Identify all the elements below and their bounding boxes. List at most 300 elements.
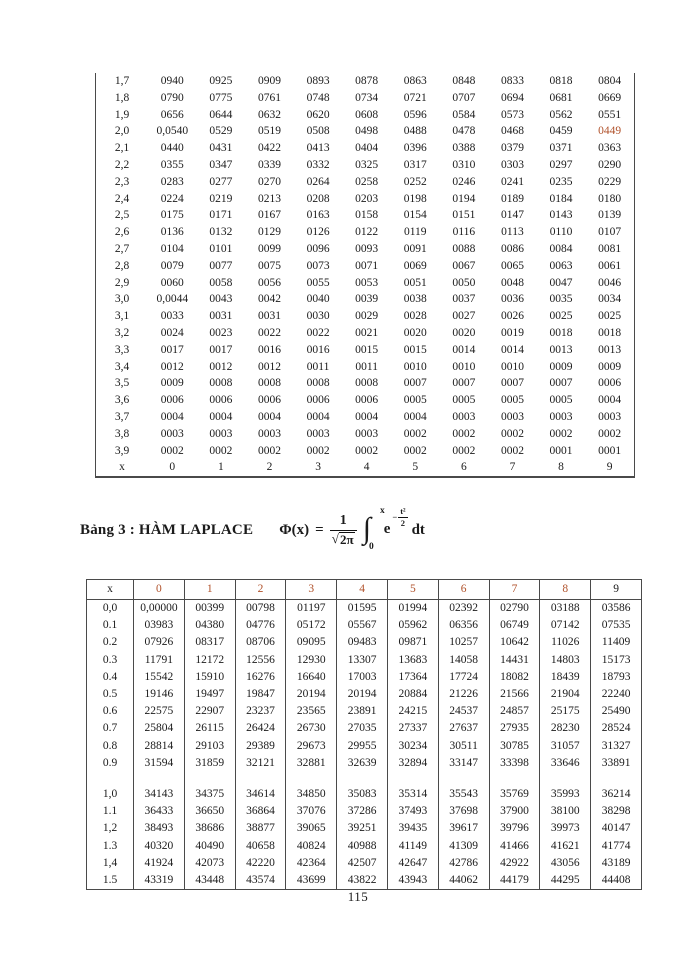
- value-cell: 0023: [209, 326, 233, 339]
- value-cell: 02790: [489, 600, 540, 618]
- value-cell: 0721: [403, 91, 427, 104]
- value-cell: 0081: [598, 242, 622, 255]
- value-cell: 42073: [184, 855, 235, 872]
- value-cell: 38686: [184, 820, 235, 837]
- value-cell: 17364: [387, 669, 438, 686]
- laplace-row: [87, 820, 642, 837]
- value-cell: 38100: [540, 803, 591, 820]
- empty-cell: [591, 772, 642, 786]
- value-cell: 0431: [209, 142, 233, 155]
- value-cell: 0194: [452, 192, 476, 205]
- value-cell: 0008: [355, 377, 379, 390]
- value-cell: 0006: [598, 377, 622, 390]
- density-table-body: [96, 73, 634, 476]
- value-cell: 0110: [549, 226, 573, 239]
- value-cell: 0143: [549, 209, 573, 222]
- value-cell: 0025: [598, 310, 622, 323]
- value-cell: 0468: [500, 125, 524, 138]
- formula-dt: dt: [411, 521, 425, 538]
- value-cell: 0004: [257, 410, 281, 423]
- value-cell: 0048: [500, 276, 524, 289]
- row-label: 2,6: [114, 226, 130, 239]
- laplace-row: [87, 634, 642, 651]
- value-cell: 33891: [591, 755, 642, 772]
- value-cell: 44408: [591, 872, 642, 890]
- value-cell: 0020: [403, 326, 427, 339]
- value-cell: 31859: [184, 755, 235, 772]
- value-cell: 10257: [438, 634, 489, 651]
- value-cell: 38493: [134, 820, 185, 837]
- density-row: [96, 426, 634, 443]
- value-cell: 0091: [403, 242, 427, 255]
- row-label: 1,4: [87, 855, 134, 872]
- footer-digit: 5: [412, 461, 419, 474]
- value-cell: 44062: [438, 872, 489, 890]
- value-cell: 0086: [500, 242, 524, 255]
- value-cell: 0007: [452, 377, 476, 390]
- value-cell: 04380: [184, 617, 235, 634]
- row-label: 3,2: [114, 326, 130, 339]
- row-label: 3,6: [114, 394, 130, 407]
- empty-cell: [540, 772, 591, 786]
- density-row: [96, 258, 634, 275]
- density-row: [96, 157, 634, 174]
- value-cell: 44179: [489, 872, 540, 890]
- row-label: 2,5: [114, 209, 130, 222]
- value-cell: 11791: [134, 652, 185, 669]
- laplace-row: [87, 872, 642, 890]
- row-label: 0.4: [87, 669, 134, 686]
- value-cell: 0154: [403, 209, 427, 222]
- footer-digit: 6: [460, 461, 467, 474]
- laplace-formula: [279, 506, 425, 552]
- value-cell: 0022: [257, 326, 281, 339]
- row-label: 0.8: [87, 738, 134, 755]
- value-cell: 0003: [257, 427, 281, 440]
- row-label: 3,7: [114, 410, 130, 423]
- density-table: [95, 73, 635, 478]
- row-label: 0,0: [87, 600, 134, 618]
- header-x-label: x: [87, 580, 134, 600]
- value-cell: 36433: [134, 803, 185, 820]
- value-cell: 0067: [452, 259, 476, 272]
- value-cell: 0136: [160, 226, 184, 239]
- value-cell: 37698: [438, 803, 489, 820]
- header-digit: 5: [387, 580, 438, 600]
- value-cell: 0014: [500, 343, 524, 356]
- row-label: 1.5: [87, 872, 134, 890]
- value-cell: 03188: [540, 600, 591, 618]
- value-cell: 0893: [306, 75, 330, 87]
- value-cell: 0020: [452, 326, 476, 339]
- row-label: 2,7: [114, 242, 130, 255]
- value-cell: 0171: [209, 209, 233, 222]
- laplace-table-head: [87, 580, 642, 600]
- empty-cell: [489, 772, 540, 786]
- value-cell: 0043: [209, 293, 233, 306]
- value-cell: 0060: [160, 276, 184, 289]
- value-cell: 33147: [438, 755, 489, 772]
- value-cell: 0355: [160, 158, 184, 171]
- value-cell: 0084: [549, 242, 573, 255]
- value-cell: 0775: [209, 91, 233, 104]
- integral: [362, 506, 385, 552]
- value-cell: 12930: [286, 652, 337, 669]
- value-cell: 19497: [184, 686, 235, 703]
- value-cell: 0175: [160, 209, 184, 222]
- laplace-table-body: [87, 600, 642, 890]
- value-cell: 0063: [549, 259, 573, 272]
- value-cell: 0005: [403, 394, 427, 407]
- value-cell: 40320: [134, 838, 185, 855]
- value-cell: 0096: [306, 242, 330, 255]
- row-label: 3,4: [114, 360, 130, 373]
- value-cell: 35543: [438, 786, 489, 803]
- empty-cell: [337, 772, 388, 786]
- value-cell: 28524: [591, 720, 642, 737]
- value-cell: 0440: [160, 142, 184, 155]
- value-cell: 0003: [306, 427, 330, 440]
- value-cell: 07535: [591, 617, 642, 634]
- value-cell: 42786: [438, 855, 489, 872]
- value-cell: 0002: [452, 427, 476, 440]
- value-cell: 0189: [500, 192, 524, 205]
- value-cell: 0008: [257, 377, 281, 390]
- value-cell: 02392: [438, 600, 489, 618]
- value-cell: 00798: [235, 600, 286, 618]
- footer-x-label: x: [119, 461, 125, 474]
- value-cell: 0013: [549, 343, 573, 356]
- value-cell: 41924: [134, 855, 185, 872]
- header-digit: 9: [591, 580, 642, 600]
- laplace-row: [87, 803, 642, 820]
- value-cell: 0498: [355, 125, 379, 138]
- value-cell: 0001: [549, 444, 573, 457]
- value-cell: 0848: [452, 75, 476, 87]
- row-label: 3,9: [114, 444, 130, 457]
- e-base: e: [383, 521, 391, 537]
- value-cell: 10642: [489, 634, 540, 651]
- value-cell: 0007: [549, 377, 573, 390]
- value-cell: 0488: [403, 125, 427, 138]
- value-cell: 0004: [403, 410, 427, 423]
- row-label: 0.1: [87, 617, 134, 634]
- value-cell: 16640: [286, 669, 337, 686]
- value-cell: 42647: [387, 855, 438, 872]
- value-cell: 0018: [598, 326, 622, 339]
- fraction-denominator: [332, 531, 355, 547]
- value-cell: 0818: [549, 75, 573, 87]
- value-cell: 0003: [500, 410, 524, 423]
- value-cell: 0303: [500, 158, 524, 171]
- density-row: [96, 140, 634, 157]
- value-cell: 0,0044: [156, 293, 189, 306]
- value-cell: 0002: [209, 444, 233, 457]
- header-digit: 8: [540, 580, 591, 600]
- value-cell: 41466: [489, 838, 540, 855]
- value-cell: 37493: [387, 803, 438, 820]
- footer-digit: 9: [606, 461, 613, 474]
- header-digit: 6: [438, 580, 489, 600]
- density-footer-row: [96, 459, 634, 476]
- value-cell: 0036: [500, 293, 524, 306]
- value-cell: 0002: [549, 427, 573, 440]
- value-cell: 0003: [209, 427, 233, 440]
- value-cell: 29103: [184, 738, 235, 755]
- density-row: [96, 107, 634, 124]
- value-cell: 29389: [235, 738, 286, 755]
- value-cell: 0003: [452, 410, 476, 423]
- value-cell: 31327: [591, 738, 642, 755]
- value-cell: 0008: [306, 377, 330, 390]
- value-cell: 0006: [257, 394, 281, 407]
- value-cell: 0007: [500, 377, 524, 390]
- value-cell: 0529: [209, 125, 233, 138]
- value-cell: 0101: [209, 242, 233, 255]
- empty-cell: [87, 772, 134, 786]
- value-cell: 18439: [540, 669, 591, 686]
- value-cell: 27637: [438, 720, 489, 737]
- value-cell: 38298: [591, 803, 642, 820]
- value-cell: 40824: [286, 838, 337, 855]
- value-cell: 14058: [438, 652, 489, 669]
- header-digit: 7: [489, 580, 540, 600]
- density-row: [96, 443, 634, 460]
- value-cell: 0061: [598, 259, 622, 272]
- value-cell: 25490: [591, 703, 642, 720]
- value-cell: 0584: [452, 108, 476, 121]
- value-cell: 14431: [489, 652, 540, 669]
- value-cell: 0013: [598, 343, 622, 356]
- value-cell: 0005: [500, 394, 524, 407]
- value-cell: 0011: [306, 360, 330, 373]
- laplace-row: [87, 652, 642, 669]
- value-cell: 20194: [286, 686, 337, 703]
- value-cell: 30511: [438, 738, 489, 755]
- value-cell: 04776: [235, 617, 286, 634]
- value-cell: 0007: [403, 377, 427, 390]
- row-label: 1.1: [87, 803, 134, 820]
- value-cell: 22907: [184, 703, 235, 720]
- value-cell: 0016: [306, 343, 330, 356]
- value-cell: 0056: [257, 276, 281, 289]
- density-row: [96, 275, 634, 292]
- header-digit: 3: [286, 580, 337, 600]
- value-cell: 0022: [306, 326, 330, 339]
- value-cell: 0909: [257, 75, 281, 87]
- value-cell: 0002: [306, 444, 330, 457]
- value-cell: 0707: [452, 91, 476, 104]
- value-cell: 0363: [598, 142, 622, 155]
- value-cell: 0339: [257, 158, 281, 171]
- value-cell: 0449: [598, 125, 622, 138]
- value-cell: 0008: [209, 377, 233, 390]
- value-cell: 0203: [355, 192, 379, 205]
- row-label: 3,5: [114, 377, 130, 390]
- value-cell: 0620: [306, 108, 330, 121]
- value-cell: 0014: [452, 343, 476, 356]
- value-cell: 15173: [591, 652, 642, 669]
- value-cell: 0004: [355, 410, 379, 423]
- value-cell: 0317: [403, 158, 427, 171]
- value-cell: 0012: [257, 360, 281, 373]
- value-cell: 26730: [286, 720, 337, 737]
- value-cell: 0006: [160, 394, 184, 407]
- value-cell: 0113: [501, 226, 524, 239]
- value-cell: 0519: [257, 125, 281, 138]
- e-exponent: [392, 507, 407, 527]
- value-cell: 06749: [489, 617, 540, 634]
- laplace-header-row: [87, 580, 642, 600]
- value-cell: 35314: [387, 786, 438, 803]
- value-cell: 0396: [403, 142, 427, 155]
- value-cell: 0241: [500, 175, 524, 188]
- value-cell: 22240: [591, 686, 642, 703]
- value-cell: 03586: [591, 600, 642, 618]
- value-cell: 34614: [235, 786, 286, 803]
- row-label: 0.2: [87, 634, 134, 651]
- value-cell: 0107: [598, 226, 622, 239]
- value-cell: 0073: [306, 259, 330, 272]
- value-cell: 0116: [452, 226, 476, 239]
- value-cell: 11409: [591, 634, 642, 651]
- value-cell: 05567: [337, 617, 388, 634]
- value-cell: 35769: [489, 786, 540, 803]
- value-cell: 0608: [355, 108, 379, 121]
- value-cell: 08706: [235, 634, 286, 651]
- value-cell: 35083: [337, 786, 388, 803]
- value-cell: 0015: [355, 343, 379, 356]
- value-cell: 0002: [403, 444, 427, 457]
- value-cell: 0006: [209, 394, 233, 407]
- value-cell: 0167: [257, 209, 281, 222]
- value-cell: 0158: [355, 209, 379, 222]
- density-row: [96, 342, 634, 359]
- value-cell: 0573: [500, 108, 524, 121]
- value-cell: 27337: [387, 720, 438, 737]
- value-cell: 24537: [438, 703, 489, 720]
- density-row: [96, 308, 634, 325]
- row-label: 1,0: [87, 786, 134, 803]
- value-cell: 0246: [452, 175, 476, 188]
- value-cell: 0371: [549, 142, 573, 155]
- value-cell: 0804: [598, 75, 622, 87]
- laplace-row: [87, 703, 642, 720]
- value-cell: 23565: [286, 703, 337, 720]
- footer-digit: 7: [509, 461, 516, 474]
- value-cell: 0039: [355, 293, 379, 306]
- value-cell: 0790: [160, 91, 184, 104]
- value-cell: 0026: [500, 310, 524, 323]
- value-cell: 0219: [209, 192, 233, 205]
- value-cell: 0071: [355, 259, 379, 272]
- value-cell: 0151: [452, 209, 476, 222]
- value-cell: 35993: [540, 786, 591, 803]
- value-cell: 17724: [438, 669, 489, 686]
- value-cell: 0016: [257, 343, 281, 356]
- value-cell: 0002: [500, 427, 524, 440]
- value-cell: 21566: [489, 686, 540, 703]
- value-cell: 37900: [489, 803, 540, 820]
- value-cell: 0037: [452, 293, 476, 306]
- value-cell: 0459: [549, 125, 573, 138]
- value-cell: 21904: [540, 686, 591, 703]
- integral-lower-limit: 0: [368, 542, 374, 552]
- row-label: 2,0: [114, 125, 130, 138]
- value-cell: 0051: [403, 276, 427, 289]
- footer-digit: 1: [218, 461, 224, 474]
- row-label: 2,8: [114, 259, 130, 272]
- value-cell: 0119: [403, 226, 427, 239]
- value-cell: 0010: [403, 360, 427, 373]
- value-cell: 12556: [235, 652, 286, 669]
- value-cell: 36650: [184, 803, 235, 820]
- value-cell: 0632: [257, 108, 281, 121]
- footer-digit: 2: [266, 461, 273, 474]
- value-cell: 0006: [306, 394, 330, 407]
- integral-sign: ∫: [362, 512, 371, 545]
- value-cell: 43699: [286, 872, 337, 890]
- value-cell: 32639: [337, 755, 388, 772]
- value-cell: 0003: [549, 410, 573, 423]
- value-cell: 0075: [257, 259, 281, 272]
- value-cell: 0596: [403, 108, 427, 121]
- value-cell: 0184: [549, 192, 573, 205]
- header-digit: 2: [235, 580, 286, 600]
- value-cell: 0017: [209, 343, 233, 356]
- value-cell: 37286: [337, 803, 388, 820]
- value-cell: 0077: [209, 259, 233, 272]
- value-cell: 39251: [337, 820, 388, 837]
- value-cell: 0004: [160, 410, 184, 423]
- laplace-row: [87, 720, 642, 737]
- value-cell: 0413: [306, 142, 330, 155]
- value-cell: 30785: [489, 738, 540, 755]
- exponential-term: [383, 506, 408, 540]
- value-cell: 0,00000: [134, 600, 185, 618]
- row-label: 0.6: [87, 703, 134, 720]
- density-row: [96, 392, 634, 409]
- value-cell: 42364: [286, 855, 337, 872]
- value-cell: 38877: [235, 820, 286, 837]
- row-label: 2,4: [114, 192, 130, 205]
- value-cell: 0031: [257, 310, 281, 323]
- value-cell: 0025: [549, 310, 573, 323]
- value-cell: 0694: [500, 91, 524, 104]
- value-cell: 29955: [337, 738, 388, 755]
- value-cell: 26424: [235, 720, 286, 737]
- value-cell: 0005: [452, 394, 476, 407]
- exponent-fraction: [398, 507, 407, 527]
- value-cell: 0024: [160, 326, 184, 339]
- value-cell: 0478: [452, 125, 476, 138]
- value-cell: 0047: [549, 276, 573, 289]
- value-cell: 0863: [403, 75, 427, 87]
- value-cell: 27035: [337, 720, 388, 737]
- value-cell: 22575: [134, 703, 185, 720]
- value-cell: 0012: [209, 360, 233, 373]
- row-label: 2,1: [114, 142, 130, 155]
- value-cell: 31057: [540, 738, 591, 755]
- value-cell: 0310: [452, 158, 476, 171]
- value-cell: 01197: [286, 600, 337, 618]
- value-cell: 18082: [489, 669, 540, 686]
- value-cell: 21226: [438, 686, 489, 703]
- value-cell: 0002: [257, 444, 281, 457]
- value-cell: 0388: [452, 142, 476, 155]
- value-cell: 0122: [355, 226, 379, 239]
- value-cell: 0079: [160, 259, 184, 272]
